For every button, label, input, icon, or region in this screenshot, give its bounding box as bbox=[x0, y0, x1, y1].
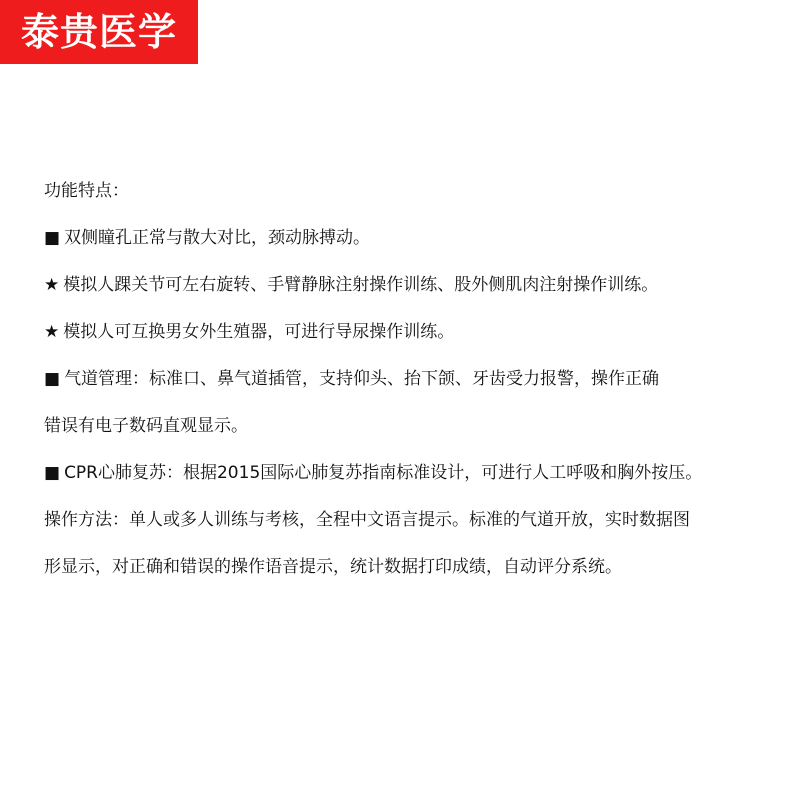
square-bullet-icon: ■ bbox=[44, 228, 61, 248]
star-bullet-icon: ★ bbox=[44, 275, 60, 295]
square-bullet-icon: ■ bbox=[44, 369, 61, 389]
feature-line: 形显示，对正确和错误的操作语音提示，统计数据打印成绩，自动评分系统。 bbox=[44, 557, 622, 577]
brand-logo bbox=[0, 0, 198, 64]
feature-line: 错误有电子数码直观显示。 bbox=[44, 416, 248, 436]
feature-list bbox=[44, 168, 784, 591]
square-bullet-icon: ■ bbox=[44, 463, 61, 483]
star-bullet-icon: ★ bbox=[44, 322, 60, 342]
feature-heading: 功能特点： bbox=[44, 181, 129, 201]
feature-line: ■ CPR心肺复苏：根据2015国际心肺复苏指南标准设计，可进行人工呼吸和胸外按压。 bbox=[44, 463, 703, 483]
feature-line: 操作方法：单人或多人训练与考核，全程中文语言提示。标准的气道开放，实时数据图 bbox=[44, 510, 690, 530]
brand-name: 泰贵医学 bbox=[20, 10, 177, 54]
feature-line: ★ 模拟人可互换男女外生殖器，可进行导尿操作训练。 bbox=[44, 322, 455, 342]
feature-line: ■ 气道管理：标准口、鼻气道插管，支持仰头、抬下颌、牙齿受力报警，操作正确 bbox=[44, 369, 660, 389]
feature-line: ★ 模拟人踝关节可左右旋转、手臂静脉注射操作训练、股外侧肌肉注射操作训练。 bbox=[44, 275, 659, 295]
feature-line: ■ 双侧瞳孔正常与散大对比，颈动脉搏动。 bbox=[44, 228, 371, 248]
